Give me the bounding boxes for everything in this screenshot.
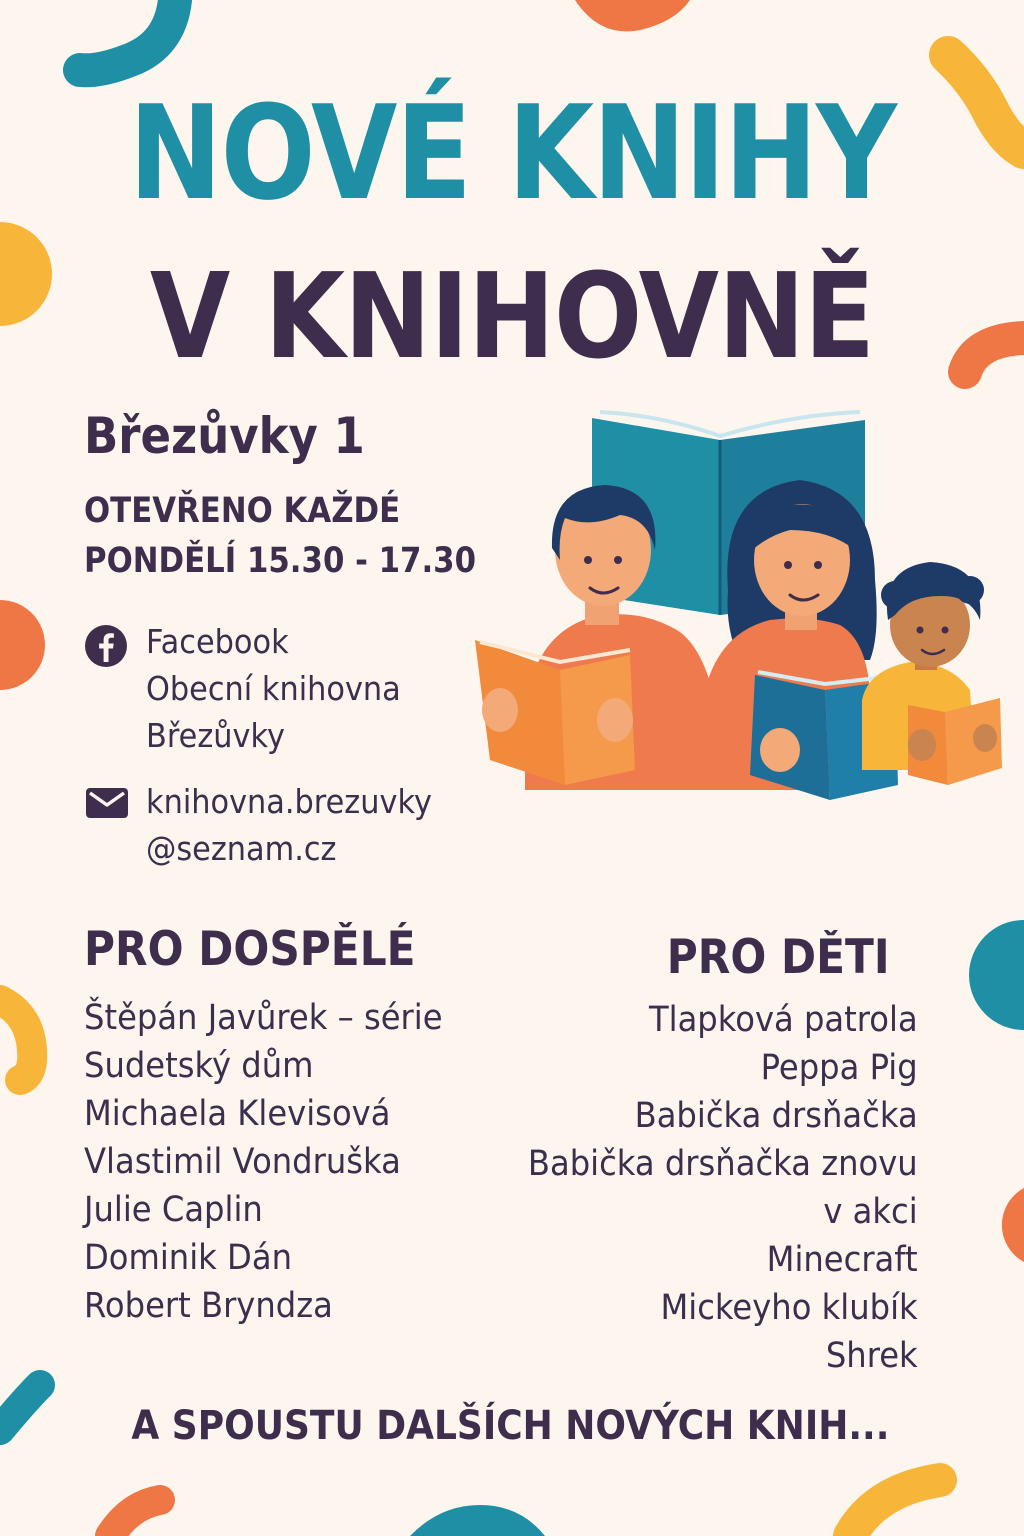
list-item: Julie Caplin	[84, 1190, 263, 1230]
kids-book-list	[528, 996, 918, 1380]
family-reading-illustration	[470, 400, 1010, 810]
facebook-line-2: Obecní knihovna	[146, 669, 401, 708]
list-item: Shrek	[826, 1336, 918, 1376]
kids-heading: PRO DĚTI	[667, 930, 890, 985]
list-item: Štěpán Javůrek – série	[84, 998, 443, 1038]
orange-arc	[965, 338, 1024, 372]
facebook-text	[146, 618, 401, 759]
facebook-line-1: Facebook	[146, 622, 289, 661]
list-item: Minecraft	[766, 1240, 918, 1280]
yellow-squiggle	[948, 55, 1024, 150]
location-heading: Březůvky 1	[84, 407, 365, 465]
adults-heading: PRO DOSPĚLÉ	[84, 922, 416, 977]
opening-hours-line-1: OTEVŘENO KAŽDÉ	[84, 491, 401, 531]
orange-half-circle	[0, 600, 45, 690]
facebook-line-3: Březůvky	[146, 716, 285, 755]
yellow-blob-left	[0, 1000, 32, 1080]
list-item: Mickeyho klubík	[660, 1288, 918, 1328]
facebook-icon	[84, 624, 128, 668]
orange-book-left	[475, 640, 635, 785]
list-item: Vlastimil Vondruška	[84, 1142, 401, 1182]
list-item: v akci	[823, 1192, 918, 1232]
opening-hours-line-2: PONDĚLÍ 15.30 - 17.30	[84, 541, 477, 581]
adults-book-list	[84, 994, 443, 1330]
email-line-1: knihovna.brezuvky	[146, 782, 432, 821]
yellow-squiggle-bottom	[850, 1480, 940, 1536]
teal-half-circle	[969, 920, 1024, 1030]
footer-tagline: A SPOUSTU DALŠÍCH NOVÝCH KNIH...	[131, 1403, 890, 1449]
teal-blob-bottom	[410, 1505, 545, 1536]
list-item: Sudetský dům	[84, 1046, 314, 1086]
envelope-icon	[84, 784, 130, 820]
title-line-1: NOVÉ KNIHY	[128, 77, 896, 229]
list-item: Peppa Pig	[760, 1048, 918, 1088]
orange-book-right	[908, 698, 1002, 785]
orange-blob	[575, 0, 690, 31]
email-line-2: @seznam.cz	[146, 829, 337, 868]
list-item: Michaela Klevisová	[84, 1094, 391, 1134]
orange-squiggle-bottom	[110, 1500, 160, 1536]
title-line-2: V KNIHOVNĚ	[149, 247, 875, 385]
email-text	[146, 778, 432, 872]
yellow-half-circle	[0, 222, 52, 326]
list-item: Dominik Dán	[84, 1238, 292, 1278]
list-item: Robert Bryndza	[84, 1286, 333, 1326]
teal-squiggle-left	[0, 1385, 40, 1430]
opening-hours	[84, 486, 476, 586]
list-item: Babička drsňačka znovu	[528, 1144, 918, 1184]
teal-squiggle	[80, 0, 175, 70]
orange-half-circle-right	[1002, 1188, 1024, 1262]
list-item: Tlapková patrola	[649, 1000, 918, 1040]
list-item: Babička drsňačka	[634, 1096, 918, 1136]
